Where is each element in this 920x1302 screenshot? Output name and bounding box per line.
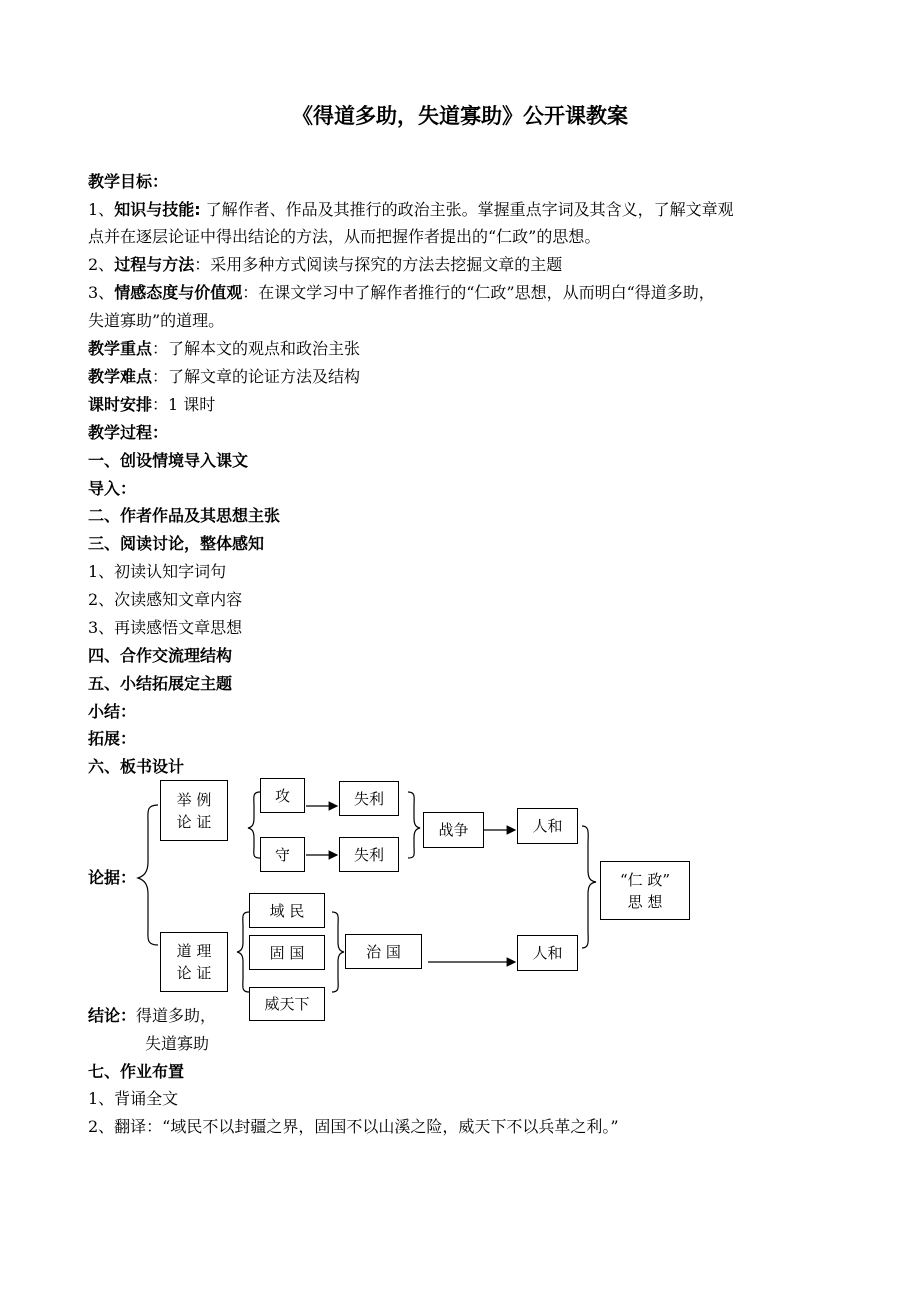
homework-2: 2、翻译：“域民不以封疆之界，固国不以山溪之险，威天下不以兵革之利。”	[88, 1117, 619, 1136]
objective-3-cont: 失道寡助”的道理。	[88, 311, 225, 330]
difficulty-label: 教学难点	[88, 367, 153, 386]
homework-1: 1、背诵全文	[88, 1089, 179, 1108]
reason-proof-line1: 道 理	[176, 942, 212, 960]
lose-box-2: 失利	[339, 837, 399, 872]
objective-1-label: 知识与技能:	[114, 200, 201, 219]
example-proof-line2: 论 证	[176, 812, 212, 831]
war-box: 战争	[423, 812, 484, 848]
conclusion-label: 结论：	[88, 1006, 137, 1025]
govern-box: 治 国	[345, 934, 422, 969]
objective-2-label: 过程与方法	[114, 255, 195, 274]
example-proof-line1: 举 例	[176, 790, 212, 809]
conclusion	[88, 1006, 216, 1026]
extension-label: 拓展：	[88, 729, 137, 748]
objective-2-num: 2、	[88, 255, 115, 274]
intro-label: 导入：	[88, 479, 137, 498]
process-label: 教学过程：	[88, 423, 169, 442]
objective-1-num: 1、	[88, 200, 115, 219]
reason-sub-brace	[237, 912, 249, 992]
conclusion-line2: 失道寡助	[145, 1034, 210, 1053]
sub-item-3: 3、再读感悟文章思想	[88, 618, 243, 637]
sub-item-1: 1、初读认知字词句	[88, 562, 227, 581]
schedule-text: ：1 课时	[152, 395, 216, 414]
key-point-text: ：了解本文的观点和政治主张	[152, 339, 361, 358]
harmony-box-2: 人和	[517, 935, 578, 971]
reason-proof-line2: 论 证	[176, 964, 212, 982]
section-5: 五、小结拓展定主题	[88, 674, 233, 693]
example-sub-brace	[248, 792, 260, 858]
key-point-label: 教学重点	[88, 339, 153, 358]
awe-world-box: 威天下	[249, 987, 325, 1021]
defend-box: 守	[260, 837, 305, 872]
conclusion-line1: 得道多助，	[136, 1006, 217, 1025]
objective-3-text: ：在课文学习中了解作者推行的“仁政”思想，从而明白“得道多助，	[242, 283, 715, 302]
benevolence-line1: “仁 政”	[619, 870, 671, 889]
secure-state-box: 固 国	[249, 935, 325, 970]
benevolence-line2: 思 想	[627, 892, 663, 911]
objective-3-label: 情感态度与价值观	[114, 283, 243, 302]
harmony-box-1: 人和	[517, 808, 578, 844]
summary-label: 小结：	[88, 702, 137, 721]
objective-1-cont: 点并在逐层论证中得出结论的方法，从而把握作者提出的“仁政”的思想。	[88, 227, 601, 246]
attack-box: 攻	[260, 778, 305, 813]
loss-brace	[408, 792, 420, 858]
benevolence-box	[600, 861, 690, 920]
page-title: 《得道多助，失道寡助》公开课教案	[292, 104, 628, 128]
reason-proof-box	[160, 932, 228, 992]
domain-people-box: 域 民	[249, 893, 325, 928]
example-proof-box	[160, 780, 228, 841]
lose-box-1: 失利	[339, 781, 399, 816]
govern-brace	[332, 912, 344, 992]
section-1: 一、创设情境导入课文	[88, 451, 249, 470]
section-3: 三、阅读讨论，整体感知	[88, 534, 265, 553]
objective-1-text: 了解作者、作品及其推行的政治主张。掌握重点字词及其含义，了解文章观	[200, 200, 734, 219]
schedule-label: 课时安排	[88, 395, 153, 414]
sub-item-2: 2、次读感知文章内容	[88, 590, 243, 609]
section-7: 七、作业布置	[88, 1062, 185, 1081]
difficulty-text: ：了解文章的论证方法及结构	[152, 367, 361, 386]
section-6: 六、板书设计	[88, 757, 185, 776]
evidence-label: 论据：	[88, 868, 137, 887]
section-2: 二、作者作品及其思想主张	[88, 506, 281, 525]
objectives-label: 教学目标：	[88, 172, 169, 191]
objective-3-num: 3、	[88, 283, 115, 302]
section-4: 四、合作交流理结构	[88, 646, 233, 665]
objective-2-text: ：采用多种方式阅读与探究的方法去挖掘文章的主题	[194, 255, 563, 274]
evidence-brace	[138, 805, 158, 945]
harmony-brace	[582, 826, 596, 948]
